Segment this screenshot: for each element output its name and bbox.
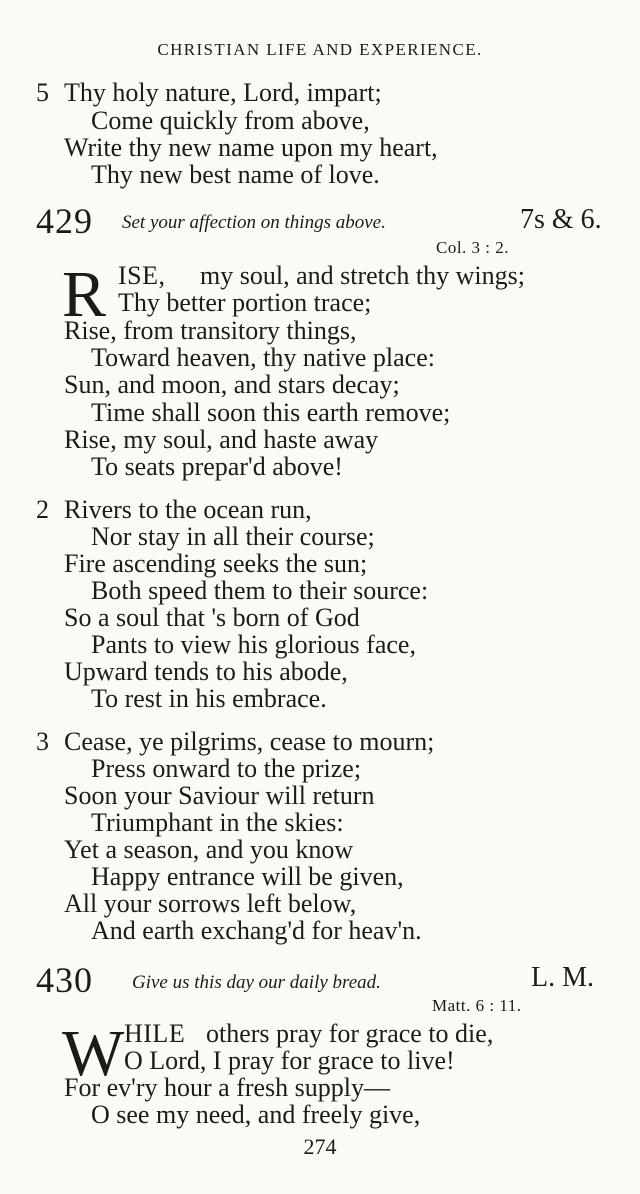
stanza-number: 2 xyxy=(36,495,49,524)
verse-line: So a soul that 's born of God xyxy=(64,603,360,632)
verse-line: Press onward to the prize; xyxy=(91,754,362,783)
verse-line: Fire ascending seeks the sun; xyxy=(64,549,368,578)
verse-line: O Lord, I pray for grace to live! xyxy=(124,1046,455,1075)
verse-line: Sun, and moon, and stars decay; xyxy=(64,370,400,399)
hymn-number: 430 xyxy=(36,960,93,1000)
verse-line: Soon your Saviour will return xyxy=(64,781,375,810)
verse-line: Toward heaven, thy native place: xyxy=(91,343,435,372)
scripture-reference: Col. 3 : 2. xyxy=(436,238,510,257)
verse-line: Thy better portion trace; xyxy=(118,288,372,317)
hymn-meter: 7s & 6. xyxy=(520,204,602,235)
verse-line: Yet a season, and you know xyxy=(64,835,354,864)
verse-line: Happy entrance will be given, xyxy=(91,862,404,891)
verse-line: O see my need, and freely give, xyxy=(91,1100,421,1129)
verse-line: Thy new best name of love. xyxy=(91,160,380,189)
first-word: HILE xyxy=(124,1019,186,1048)
scripture-reference: Matt. 6 : 11. xyxy=(432,996,522,1015)
verse-line: Rivers to the ocean run, xyxy=(64,495,312,524)
running-head: CHRISTIAN LIFE AND EXPERIENCE. xyxy=(157,40,483,59)
verse-line: Pants to view his glorious face, xyxy=(91,630,416,659)
verse-line: Upward tends to his abode, xyxy=(64,657,348,686)
hymn-meter: L. M. xyxy=(531,962,594,993)
hymn-theme: Set your affection on things above. xyxy=(122,212,386,233)
verse-line: For ev'ry hour a fresh supply— xyxy=(64,1073,391,1102)
first-word: ISE, xyxy=(118,261,166,290)
hymn-number: 429 xyxy=(36,201,93,241)
hymn-theme: Give us this day our daily bread. xyxy=(132,972,381,993)
verse-line: Rise, my soul, and haste away xyxy=(64,425,379,454)
page-number: 274 xyxy=(303,1134,337,1159)
verse-line: Rise, from transitory things, xyxy=(64,316,357,345)
verse-line: To seats prepar'd above! xyxy=(91,452,343,481)
verse-line: Write thy new name upon my heart, xyxy=(64,133,438,162)
verse-line: Both speed them to their source: xyxy=(91,576,429,605)
drop-cap: W xyxy=(62,1017,125,1090)
verse-line: Nor stay in all their course; xyxy=(91,522,375,551)
verse-line: Cease, ye pilgrims, cease to mourn; xyxy=(64,727,435,756)
verse-line: Triumphant in the skies: xyxy=(91,808,344,837)
verse-line: Come quickly from above, xyxy=(91,106,370,135)
drop-cap: R xyxy=(62,258,107,331)
verse-line: And earth exchang'd for heav'n. xyxy=(91,916,422,945)
verse-line: All your sorrows left below, xyxy=(64,889,357,918)
verse-line: To rest in his embrace. xyxy=(91,684,327,713)
verse-line: others pray for grace to die, xyxy=(206,1019,494,1048)
verse-line: Thy holy nature, Lord, impart; xyxy=(64,78,382,107)
verse-line: Time shall soon this earth remove; xyxy=(91,398,451,427)
stanza-number: 3 xyxy=(36,727,49,756)
verse-line: my soul, and stretch thy wings; xyxy=(200,261,525,290)
stanza-number: 5 xyxy=(36,78,49,107)
